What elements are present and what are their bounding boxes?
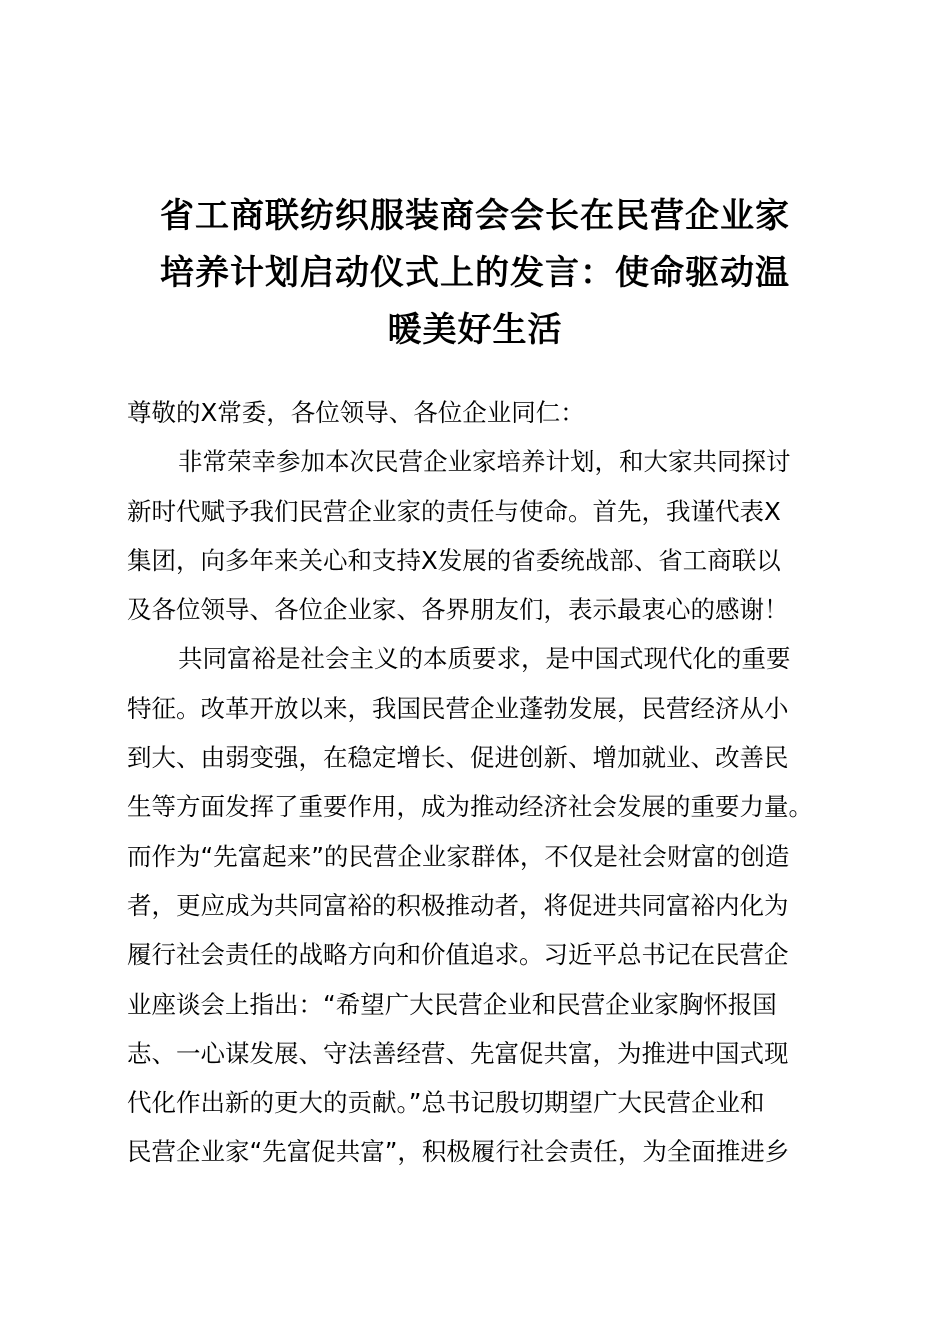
paragraph-line: 履行社会责任的战略方向和价值追求。习近平总书记在民营企	[127, 940, 789, 970]
salutation: 尊敬的X常委，各位领导、各位企业同仁：	[127, 398, 585, 427]
title-line: 暖美好生活	[387, 310, 563, 350]
title-line: 省工商联纺织服装商会会长在民营企业家	[160, 196, 790, 236]
paragraph-line: 及各位领导、各位企业家、各界朋友们，表示最衷心的感谢！	[127, 595, 789, 625]
paragraph-line: 业座谈会上指出：“希望广大民营企业和民营企业家胸怀报国	[127, 989, 777, 1019]
paragraph-line: 共同富裕是社会主义的本质要求，是中国式现代化的重要	[178, 644, 791, 674]
paragraph-line: 特征。改革开放以来，我国民营企业蓬勃发展，民营经济从小	[127, 693, 789, 723]
paragraph-line: 非常荣幸参加本次民营企业家培养计划，和大家共同探讨	[178, 447, 791, 477]
paragraph-line: 民营企业家“先富促共富”，积极履行社会责任，为全面推进乡	[127, 1137, 790, 1167]
paragraph-line: 代化作出新的更大的贡献。”总书记殷切期望广大民营企业和	[127, 1088, 765, 1118]
paragraph-line: 到大、由弱变强，在稳定增长、促进创新、增加就业、改善民	[127, 743, 789, 773]
paragraph-line: 生等方面发挥了重要作用，成为推动经济社会发展的重要力量。	[127, 792, 813, 822]
document-body	[127, 388, 827, 1177]
paragraph-line: 者，更应成为共同富裕的积极推动者，将促进共同富裕内化为	[127, 890, 789, 920]
paragraph-line: 志、一心谋发展、守法善经营、先富促共富，为推进中国式现	[127, 1038, 789, 1068]
title-line: 培养计划启动仪式上的发言：使命驱动温	[160, 253, 790, 293]
paragraph-line: 而作为“先富起来”的民营企业家群体，不仅是社会财富的创造	[127, 841, 790, 871]
document-title	[120, 188, 830, 359]
paragraph-line: 新时代赋予我们民营企业家的责任与使命。首先，我谨代表X	[127, 496, 781, 526]
paragraph-line: 集团，向多年来关心和支持X发展的省委统战部、省工商联以	[127, 545, 781, 575]
